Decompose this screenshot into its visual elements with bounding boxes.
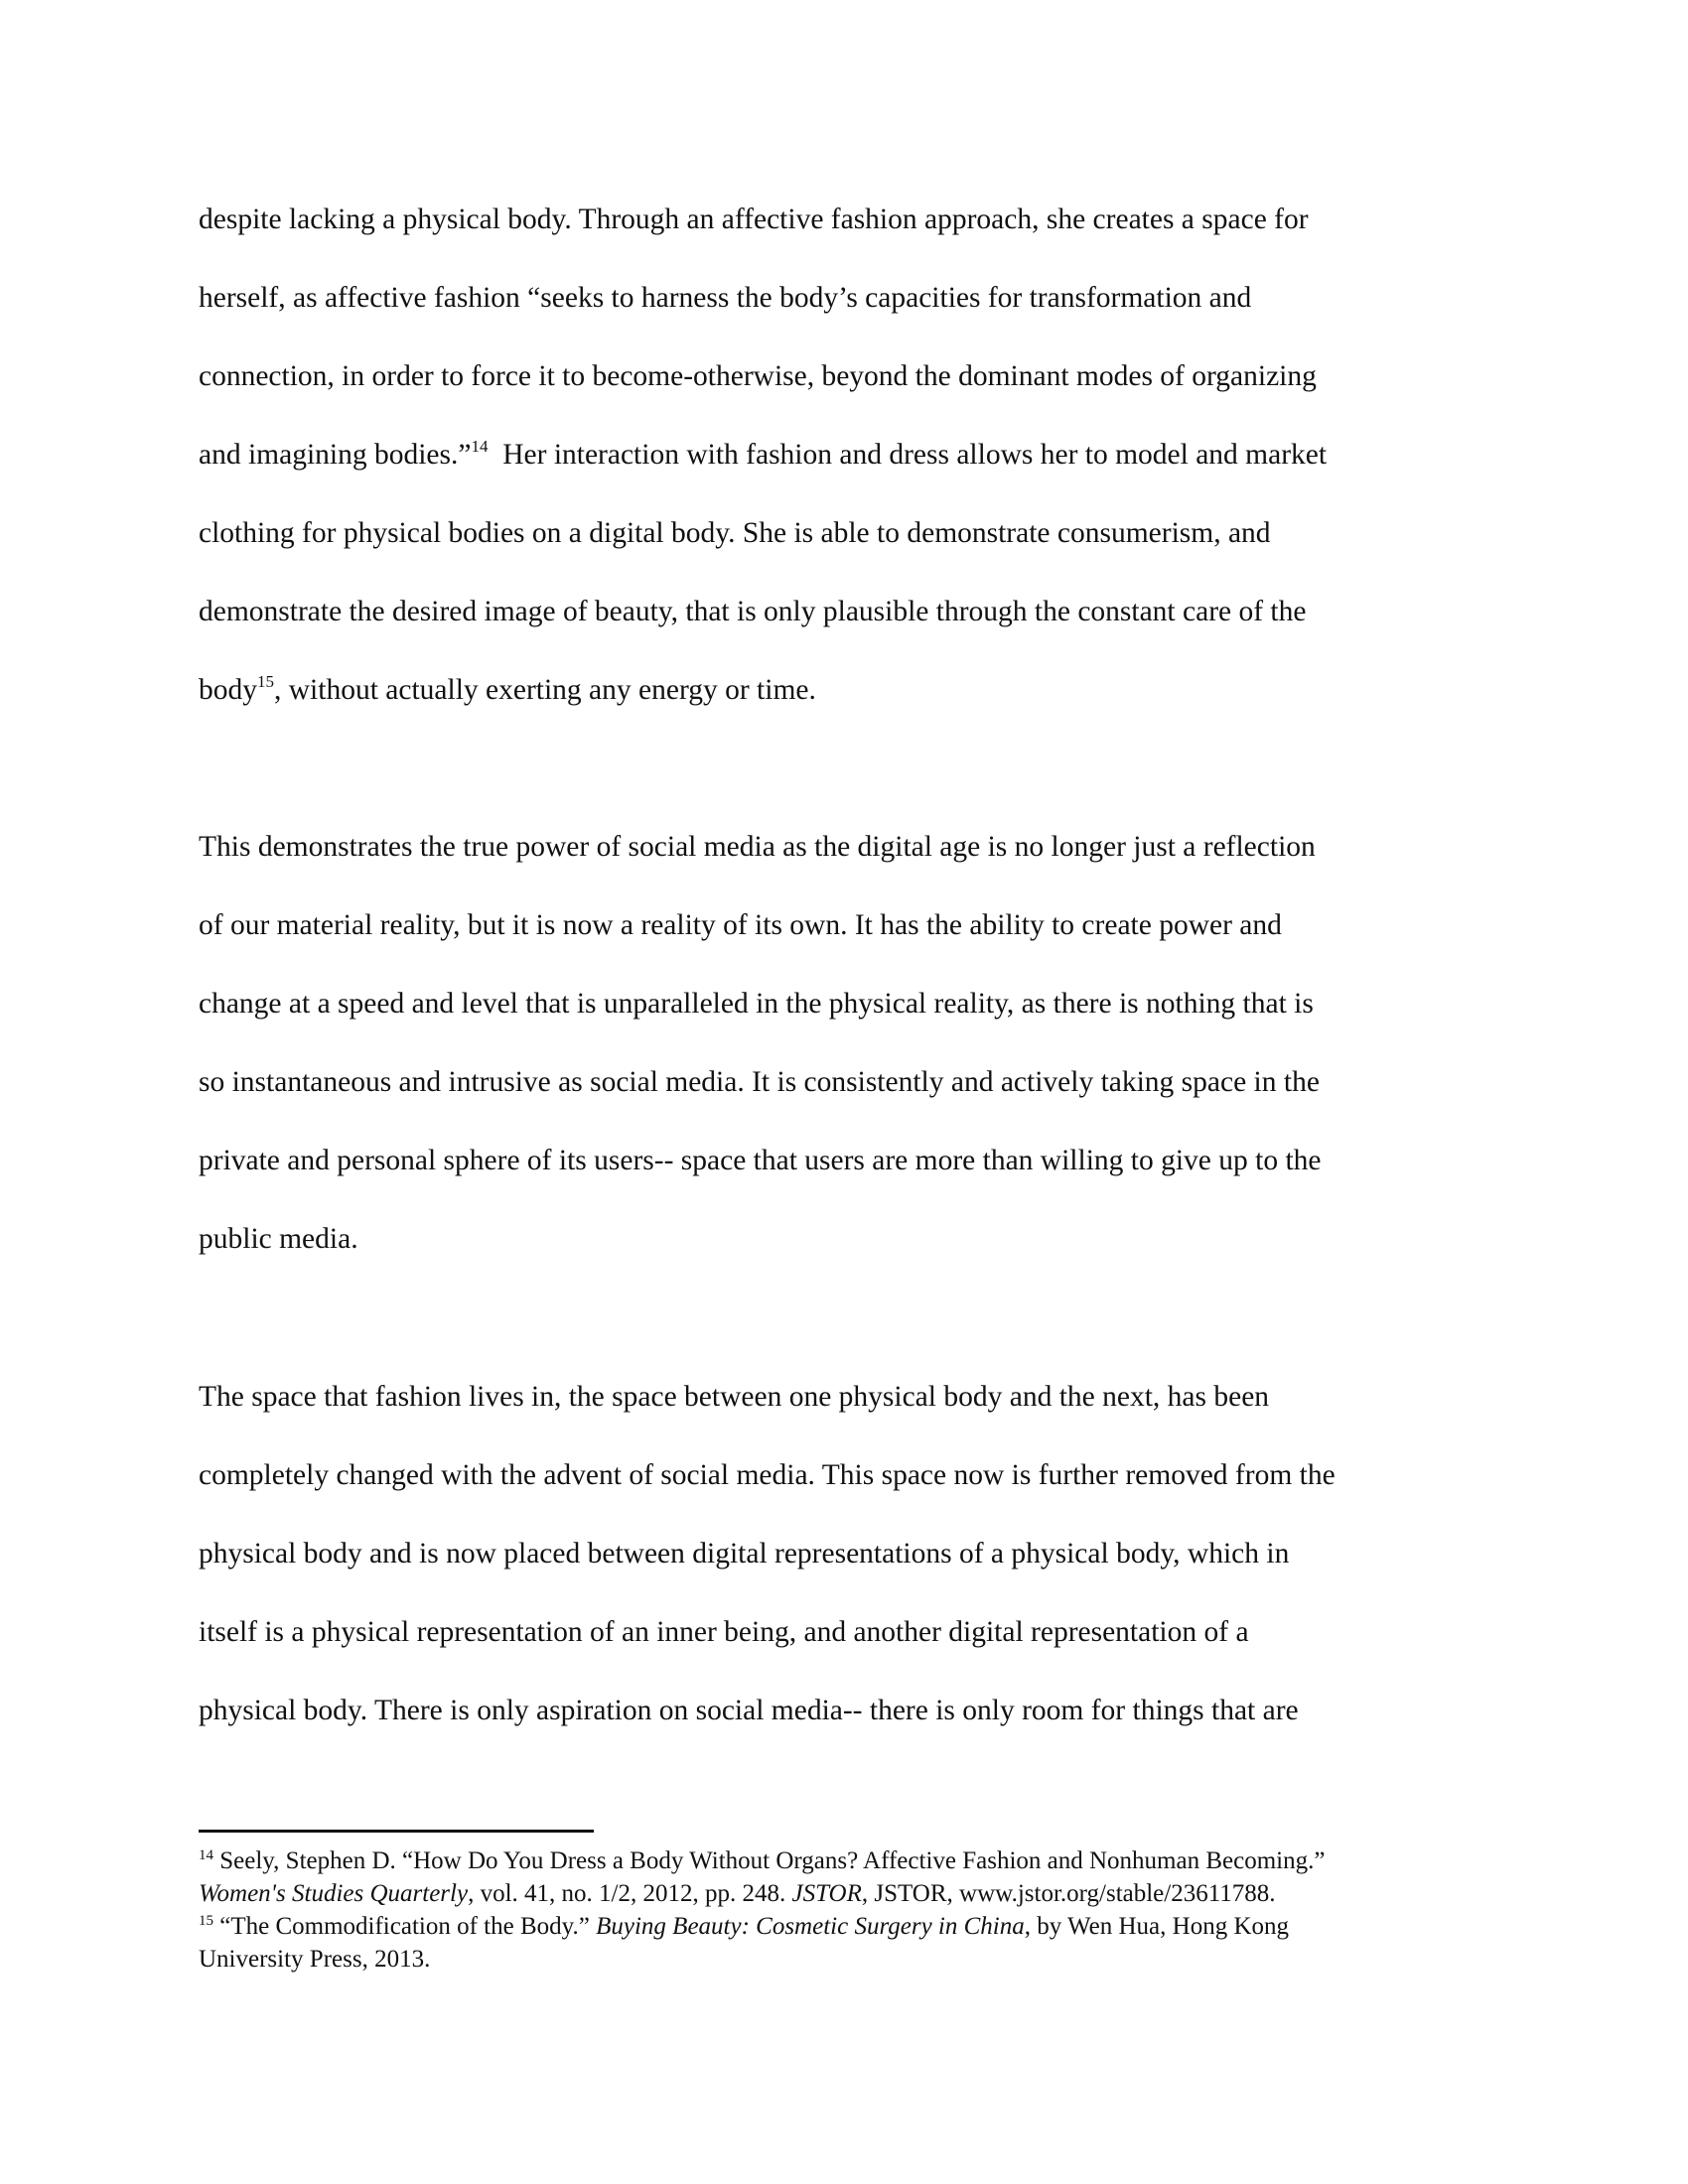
footnote-14-continuation (199, 1877, 1509, 1910)
footnote-separator (199, 1830, 594, 1833)
paragraph-line: despite lacking a physical body. Through an affective fashion approach, she creates a space for (199, 204, 1309, 235)
paragraph-line: private and personal sphere of its users-- space that users are more than willing to give up to the (199, 1145, 1322, 1176)
footnote-15 (199, 1910, 1509, 1943)
paragraph-line: change at a speed and level that is unparalleled in the physical reality, as there is nothing that is (199, 988, 1314, 1020)
paragraph-line: of our material reality, but it is now a reality of its own. It has the ability to create power and (199, 909, 1282, 941)
footnote-number: 15 (199, 1913, 213, 1929)
paragraph-line (199, 651, 1489, 730)
line-text: and imagining bodies.” (199, 439, 472, 471)
footnote-text: Seely, Stephen D. “How Do You Dress a Body Without Organs? Affective Fashion and Nonhuman Becoming.” (213, 1847, 1326, 1874)
paragraph-line: The space that fashion lives in, the space between one physical body and the next, has been (199, 1381, 1270, 1413)
paragraph-2 (199, 808, 1489, 1279)
paragraph-line: completely changed with the advent of social media. This space now is further removed from the (199, 1459, 1336, 1491)
paragraph-line: This demonstrates the true power of social media as the digital age is no longer just a reflection (199, 831, 1316, 863)
footnotes (199, 1844, 1509, 1976)
footnote-ref-14[interactable]: 14 (471, 437, 489, 456)
footnote-number: 14 (199, 1847, 213, 1863)
paragraph-line: physical body and is now placed between digital representations of a physical body, which in (199, 1538, 1290, 1570)
footnote-text: , by Wen Hua, Hong Kong (1024, 1913, 1289, 1940)
paragraph-1 (199, 181, 1489, 730)
paragraph-3 (199, 1358, 1489, 1750)
paragraph-line: so instantaneous and intrusive as social media. It is consistently and actively taking space in the (199, 1066, 1320, 1098)
footnote-text: , vol. 41, no. 1/2, 2012, pp. 248. (468, 1880, 792, 1907)
paragraph-line: itself is a physical representation of an inner being, and another digital representation of a (199, 1616, 1249, 1648)
footnote-14 (199, 1844, 1509, 1877)
paragraph-line (199, 416, 1489, 494)
paragraph-line: public media. (199, 1223, 358, 1255)
database-title: JSTOR (791, 1880, 862, 1907)
footnote-text: “The Commodification of the Body.” (213, 1913, 597, 1940)
paragraph-line: herself, as affective fashion “seeks to harness the body’s capacities for transformation and (199, 282, 1252, 314)
paragraph-line: physical body. There is only aspiration on social media-- there is only room for things that are (199, 1695, 1299, 1726)
line-text: , without actually exerting any energy or time. (274, 674, 816, 706)
paragraph-line: clothing for physical bodies on a digital body. She is able to demonstrate consumerism, and (199, 517, 1271, 549)
footnote-text: , JSTOR, www.jstor.org/stable/23611788. (861, 1880, 1276, 1907)
paragraph-line: demonstrate the desired image of beauty, that is only plausible through the constant care of the (199, 596, 1307, 627)
line-text: body (199, 674, 257, 706)
line-text: Her interaction with fashion and dress allows her to model and market (488, 439, 1328, 471)
journal-title: Women's Studies Quarterly (199, 1880, 469, 1907)
book-title: Buying Beauty: Cosmetic Surgery in China (596, 1913, 1025, 1940)
footnote-15-continuation: University Press, 2013. (199, 1946, 431, 1973)
footnote-ref-15[interactable]: 15 (257, 672, 274, 691)
paragraph-line: connection, in order to force it to become-otherwise, beyond the dominant modes of organizing (199, 360, 1317, 392)
